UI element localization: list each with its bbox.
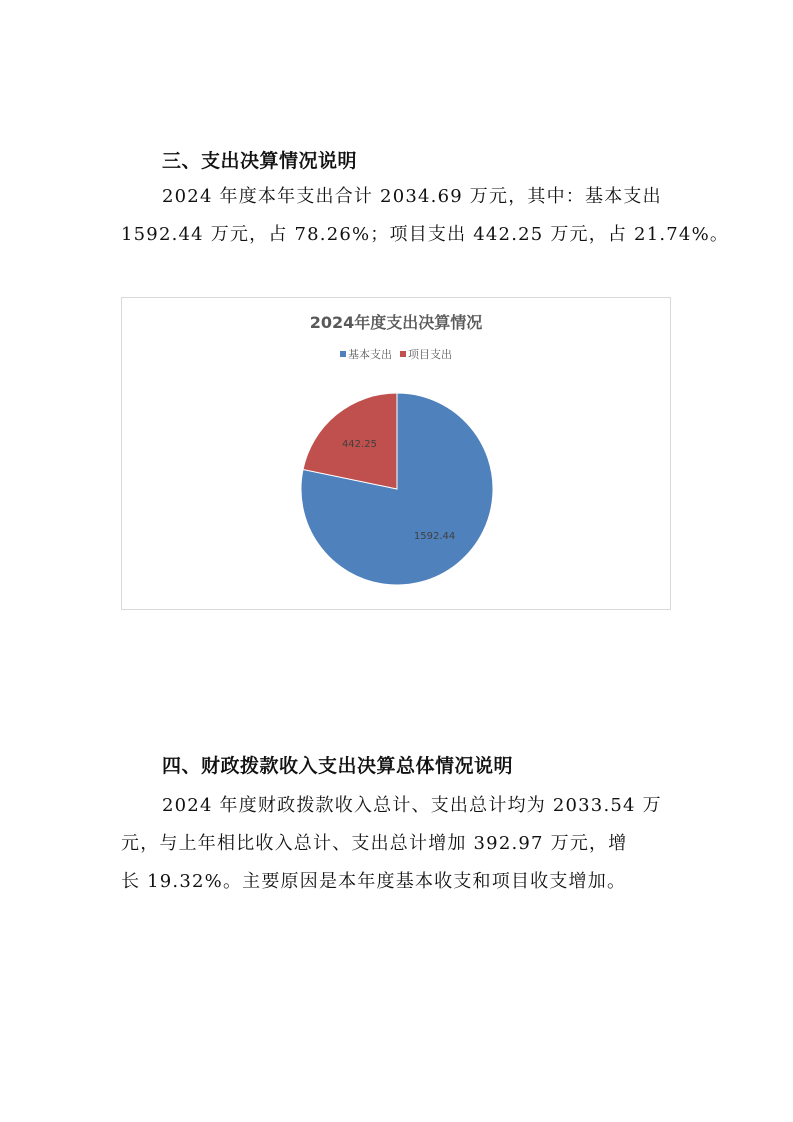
section-4-paragraph-line: 2024 年度财政拨款收入总计、支出总计均为 2033.54 万 — [162, 795, 662, 816]
chart-title: 2024年度支出决算情况 — [309, 313, 483, 332]
section-4-paragraph-line: 长 19.32%。主要原因是本年度基本收支和项目收支增加。 — [121, 871, 627, 892]
section-3-paragraph-line: 2024 年度本年支出合计 2034.69 万元，其中：基本支出 — [162, 186, 662, 207]
pie-plot — [122, 298, 670, 609]
slice-data-label: 442.25 — [341, 438, 377, 450]
slice-data-label: 1592.44 — [413, 531, 456, 543]
section-3-paragraph-line: 1592.44 万元，占 78.26%；项目支出 442.25 万元，占 21.74%。 — [121, 224, 730, 245]
legend-label: 项目支出 — [408, 348, 452, 361]
legend-label: 基本支出 — [348, 348, 392, 361]
section-4-heading: 四、财政拨款收入支出决算总体情况说明 — [162, 755, 514, 777]
section-4-paragraph-line: 元，与上年相比收入总计、支出总计增加 392.97 万元，增 — [121, 833, 628, 854]
expenditure-pie-chart — [121, 297, 671, 610]
section-3-heading: 三、支出决算情况说明 — [162, 150, 358, 172]
